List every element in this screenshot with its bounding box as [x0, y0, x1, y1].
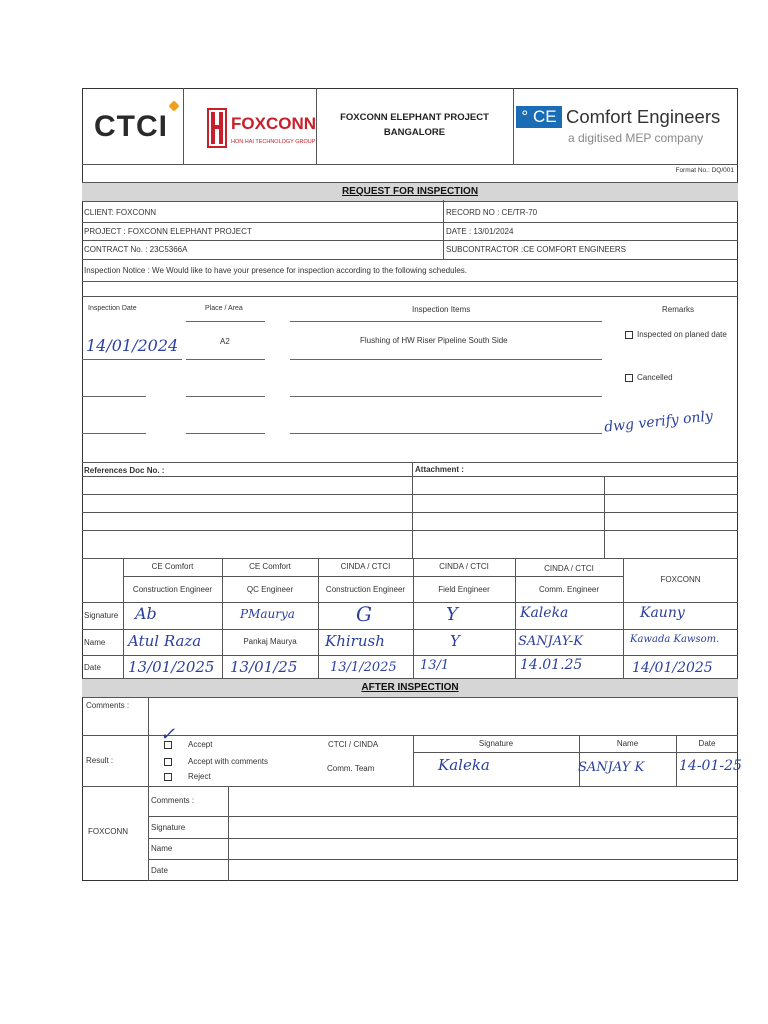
- signature-field-engineer: Y: [446, 604, 458, 625]
- col-inspection-date: Inspection Date: [88, 305, 137, 312]
- name-cinda-construction: Khirush: [325, 632, 385, 650]
- foxconn-logo: FOXCONN: [231, 114, 316, 133]
- org-cinda-ctci-3: CINDA / CTCI: [544, 564, 594, 573]
- signature-cinda-construction: G: [356, 602, 372, 626]
- ce-tagline: a digitised MEP company: [568, 131, 704, 145]
- format-number: Format No.: DQ/001: [675, 167, 734, 174]
- client-field: CLIENT: FOXCONN: [84, 208, 157, 217]
- result-accept-with-comments: Accept with comments: [164, 757, 268, 766]
- col-remarks: Remarks: [662, 305, 695, 314]
- request-title-band: [82, 182, 738, 202]
- header-divider: [316, 88, 317, 164]
- checkbox-icon: [625, 374, 633, 382]
- remark-inspected-on-planned-date: Inspected on planed date: [625, 330, 737, 339]
- org-cinda-ctci-2: CINDA / CTCI: [439, 562, 489, 571]
- project-title-line-2: BANGALORE: [383, 127, 446, 138]
- ce-company-name: Comfort Engineers: [566, 106, 721, 127]
- org-foxconn: FOXCONN: [660, 575, 701, 584]
- signature-foxconn: Kauny: [640, 605, 685, 621]
- foxconn-date-label: Date: [151, 866, 168, 875]
- row-label-date: Date: [84, 663, 101, 672]
- attachment-label: Attachment :: [415, 465, 464, 474]
- org-ce-comfort-1: CE Comfort: [151, 562, 194, 571]
- after-inspection-band: [82, 678, 738, 698]
- role-comm-engineer: Comm. Engineer: [538, 585, 600, 594]
- after-date-header: Date: [698, 739, 716, 748]
- handwritten-remark: dwg verify only: [603, 408, 714, 436]
- contract-field: CONTRACT No. : 23C5366A: [84, 245, 188, 254]
- after-inspection-title: AFTER INSPECTION: [361, 682, 459, 693]
- checkbox-icon: [625, 331, 633, 339]
- signature-comm-engineer: Kaleka: [520, 605, 569, 621]
- result-reject: Reject: [164, 772, 211, 781]
- foxconn-name-label: Name: [151, 844, 173, 853]
- name-comm-engineer: SANJAY-K: [518, 634, 583, 649]
- remark-cancelled: Cancelled: [625, 373, 673, 382]
- after-signature-value: Kaleka: [438, 756, 490, 774]
- role-construction-engineer: Construction Engineer: [325, 585, 406, 594]
- comments-label: Comments :: [86, 701, 130, 710]
- date-field-engineer: 13/1: [420, 658, 450, 673]
- name-construction-engineer: Atul Raza: [128, 632, 202, 650]
- header-divider: [183, 88, 184, 164]
- after-date-value: 14-01-25: [679, 758, 742, 774]
- references-doc-label: References Doc No. :: [84, 466, 165, 475]
- foxconn-block-label: FOXCONN: [88, 827, 128, 836]
- after-name-header: Name: [616, 739, 639, 748]
- signature-qc-engineer: PMaurya: [240, 607, 295, 621]
- date-foxconn: 14/01/2025: [632, 660, 713, 676]
- date-construction-engineer: 13/01/2025: [128, 658, 215, 676]
- place-area-value: A2: [220, 337, 230, 346]
- signature-construction-engineer: Ab: [135, 604, 157, 623]
- project-field: PROJECT : FOXCONN ELEPHANT PROJECT: [84, 227, 252, 236]
- subcontractor-field: SUBCONTRACTOR :CE COMFORT ENGINEERS: [446, 245, 627, 254]
- inspection-item-value: Flushing of HW Riser Pipeline South Side: [360, 336, 508, 345]
- org-cinda-ctci-1: CINDA / CTCI: [340, 562, 391, 571]
- inspection-notice: Inspection Notice : We Would like to have your presence for inspection according to the following schedules.: [84, 266, 468, 275]
- ctci-logo: CTCI: [94, 110, 168, 143]
- record-number-field: RECORD NO : CE/TR-70: [446, 208, 538, 217]
- name-foxconn: Kawada Kawsom.: [630, 634, 720, 645]
- date-qc-engineer: 13/01/25: [230, 658, 298, 676]
- comm-team-label: Comm. Team: [327, 764, 375, 773]
- col-inspection-items: Inspection Items: [412, 305, 471, 314]
- org-ce-comfort-2: CE Comfort: [249, 562, 291, 571]
- result-label: Result :: [86, 756, 114, 765]
- role-field-engineer: Field Engineer: [438, 585, 490, 594]
- row-label-signature: Signature: [84, 611, 119, 620]
- role-qc-engineer: QC Engineer: [246, 585, 294, 594]
- foxconn-logo-icon: [207, 108, 227, 148]
- result-accept: Accept: [164, 740, 212, 749]
- ctci-cinda-label: CTCI / CINDA: [328, 740, 379, 749]
- row-label-name: Name: [84, 638, 106, 647]
- date-field: DATE : 13/01/2024: [446, 227, 514, 236]
- after-signature-header: Signature: [478, 739, 514, 748]
- header-divider: [513, 88, 514, 164]
- date-comm-engineer: 14.01.25: [520, 657, 583, 673]
- page-title: REQUEST FOR INSPECTION: [341, 186, 479, 197]
- col-place-area: Place / Area: [205, 305, 243, 312]
- name-qc-engineer: Pankaj Maurya: [243, 637, 297, 646]
- checkbox-icon: [164, 758, 172, 766]
- foxconn-comments-label: Comments :: [151, 796, 195, 805]
- project-title-line-1: FOXCONN ELEPHANT PROJECT: [340, 112, 489, 123]
- after-name-value: SANJAY K: [578, 760, 645, 775]
- check-mark-icon: ✓: [160, 724, 176, 745]
- foxconn-signature-label: Signature: [151, 823, 186, 832]
- inspection-date-handwritten: 14/01/2024: [86, 336, 179, 355]
- checkbox-icon: [164, 773, 172, 781]
- date-cinda-construction: 13/1/2025: [330, 660, 397, 675]
- header-bottom-line: [82, 164, 738, 165]
- foxconn-tagline: HON HAI TECHNOLOGY GROUP: [231, 139, 316, 145]
- ce-logo-badge: ° CE: [516, 106, 562, 128]
- role-construction-engineer: Construction Engineer: [132, 585, 213, 594]
- name-field-engineer: Y: [450, 632, 460, 650]
